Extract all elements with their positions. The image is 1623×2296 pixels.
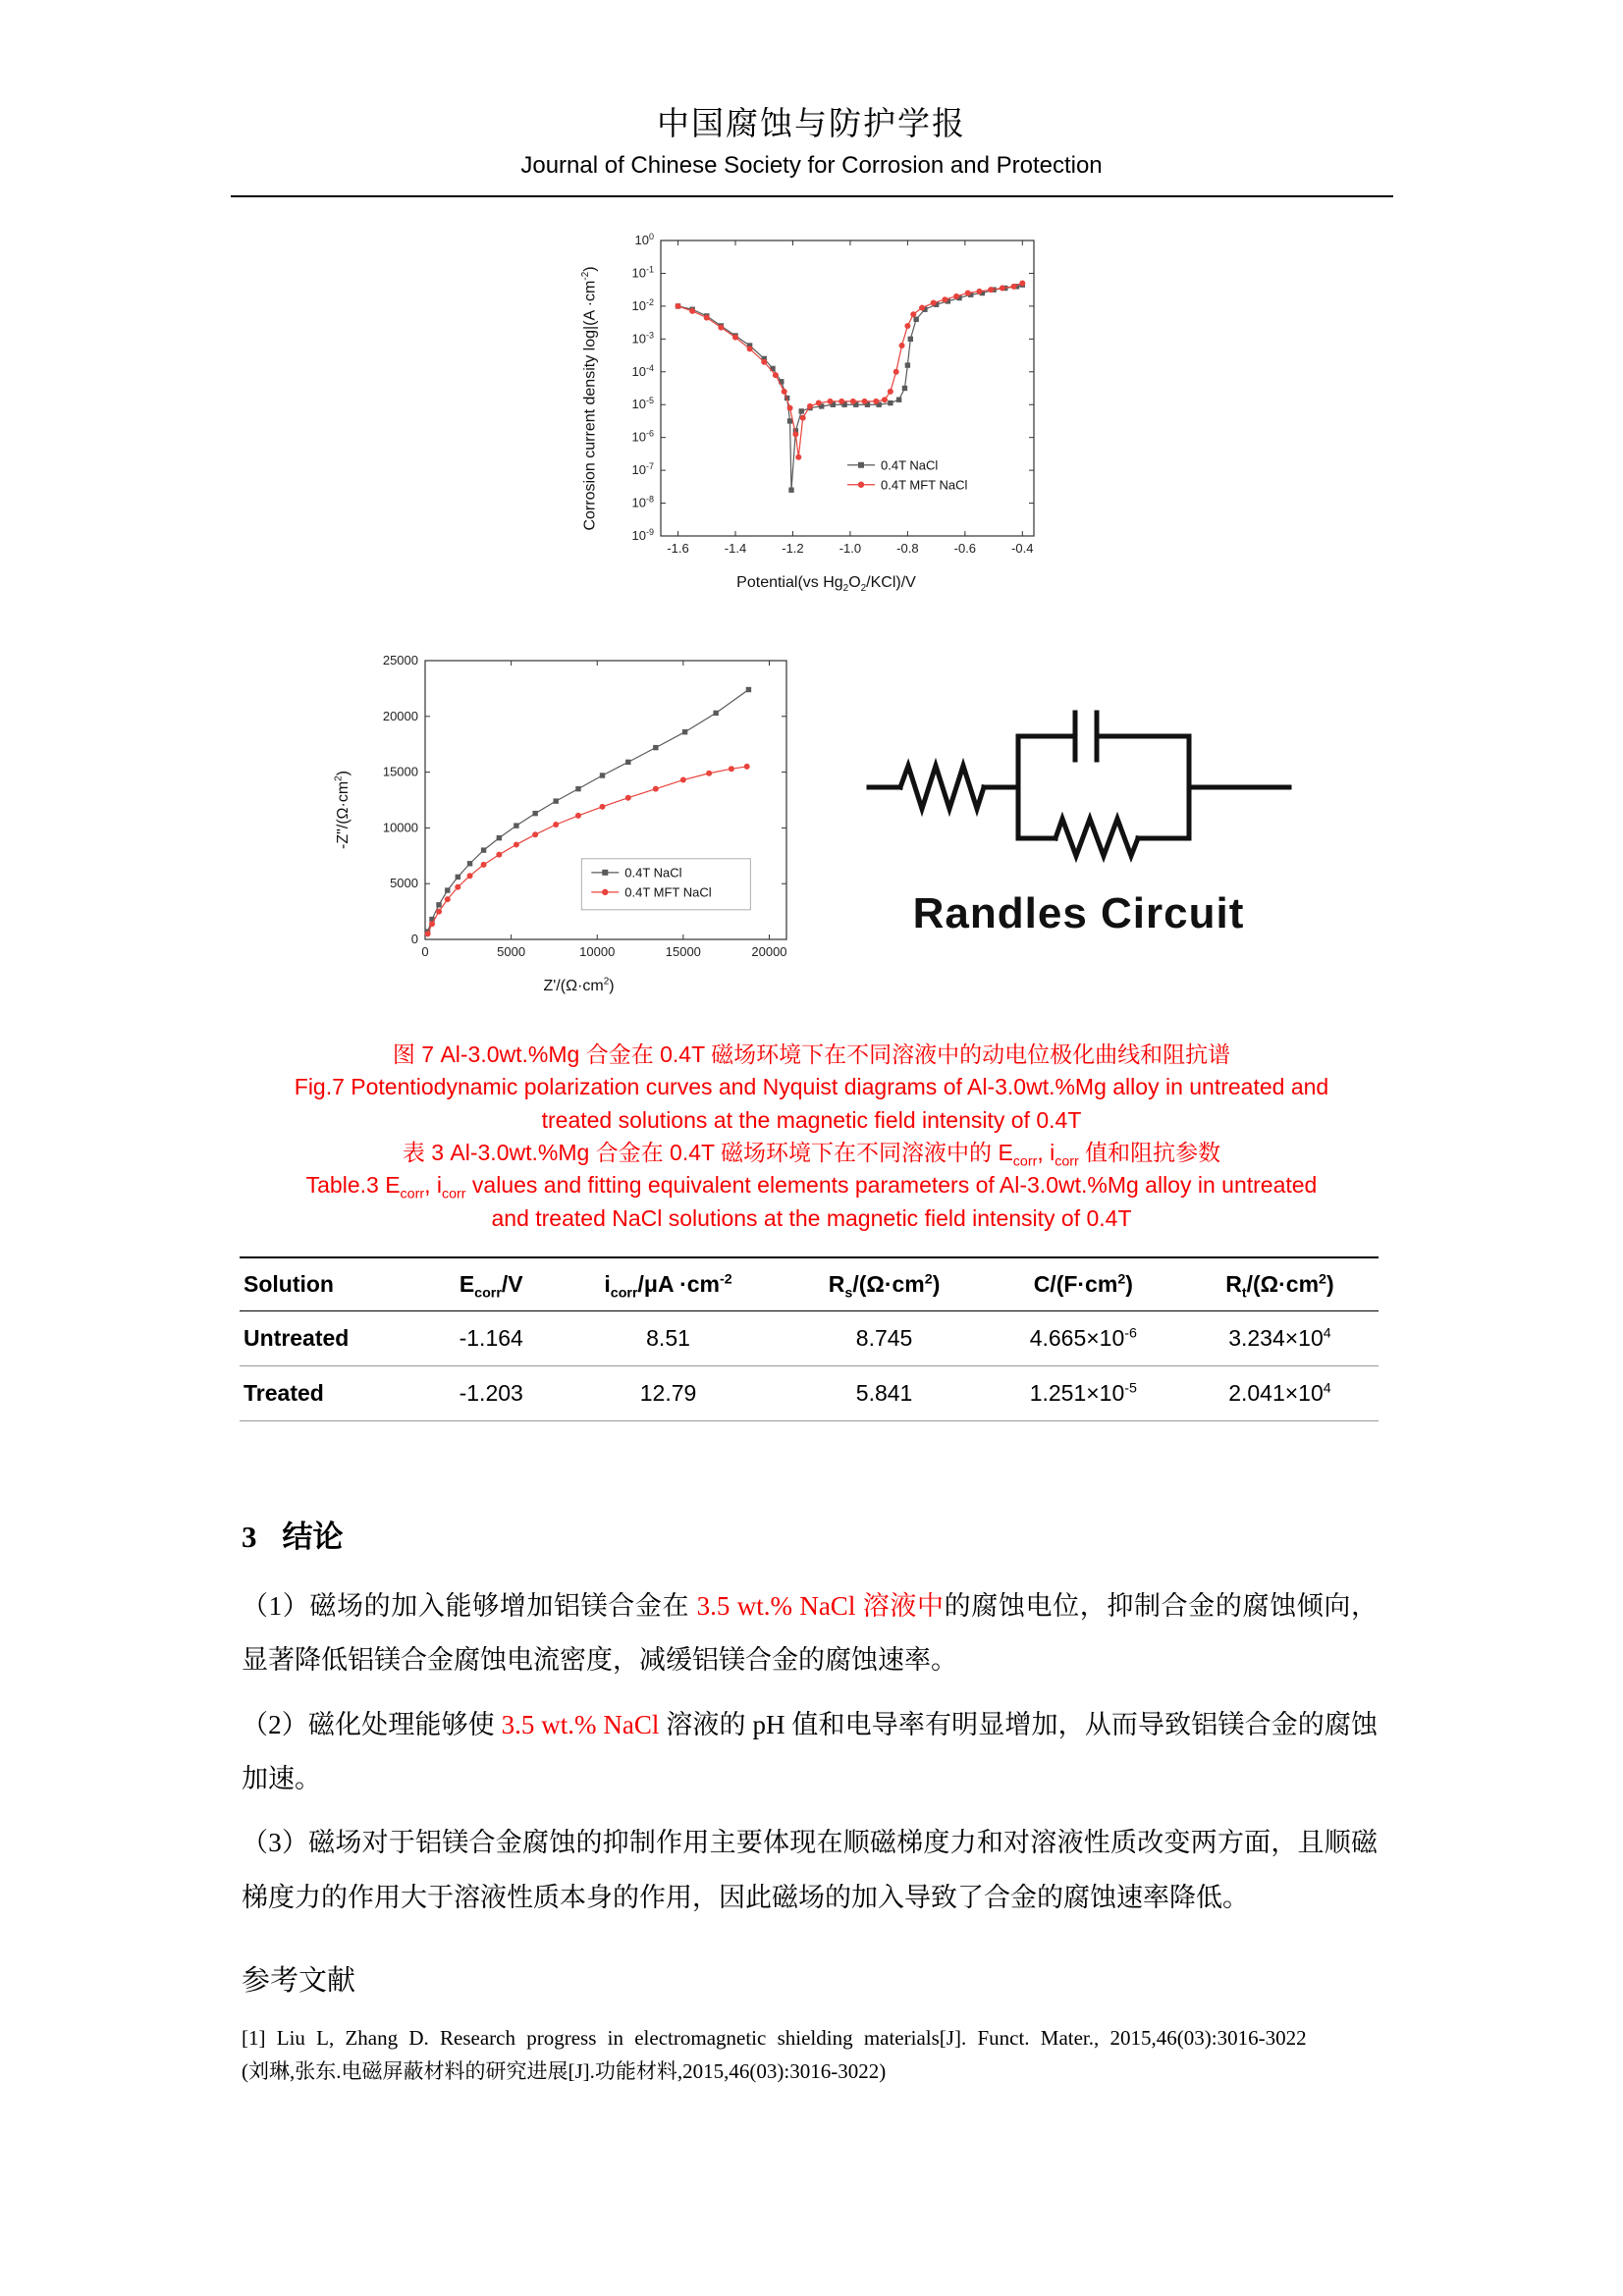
svg-text:100: $10^0$ <box>634 232 654 247</box>
col-header-solution: Solution <box>240 1257 429 1311</box>
header-rule <box>231 195 1393 197</box>
cell-solution: Untreated <box>240 1311 429 1366</box>
cell-ecorr: -1.203 <box>429 1366 554 1421</box>
svg-text:10-7: $10^{-7}$ <box>631 461 654 478</box>
svg-text:-1.0: -1.0 <box>839 541 861 556</box>
col-header-ecorr: $E_{corr}/V$ <box>429 1257 554 1311</box>
cell-icorr: 8.51 <box>554 1311 784 1366</box>
nyquist-xlabel: $Z'/(\Omega\cdot cm^2)$ <box>543 976 615 994</box>
reference-item-1: [1] Liu L, Zhang D. Research progress in electromagnetic shielding materials[J]. Funct. Mater., 2015,46(03):3016-3022 <box>242 2026 1307 2051</box>
table-caption-cn: 表 3 Al-3.0wt.%Mg 合金在 0.4T 磁场环境下在不同溶液中的 $E_{corr}$, $i_{corr}$ 值和阻抗参数 <box>402 1140 1221 1170</box>
polarization-ylabel <box>578 231 604 566</box>
cell-c: $4.665\times 10^{-6}$ <box>986 1311 1181 1366</box>
conclusion-paragraph-1: （1）磁场的加入能够增加铝镁合金在 3.5 wt.% NaCl 溶液中的腐蚀电位，抑制合金的腐蚀倾向，显著降低铝镁合金腐蚀电流密度，减缓铝镁合金的腐蚀速率。 <box>242 1591 1379 1676</box>
cell-c: $1.251\times 10^{-5}$ <box>986 1366 1181 1421</box>
conclusion-heading-number: 3 <box>242 1520 257 1555</box>
cell-rt: $2.041\times 10^4$ <box>1181 1366 1379 1421</box>
cell-rs: 5.841 <box>783 1366 985 1421</box>
svg-text:0: 0 <box>410 932 418 946</box>
journal-title-cn: 中国腐蚀与防护学报 <box>657 107 966 142</box>
polarization-figure-row <box>0 231 1623 595</box>
figure-captions <box>287 1039 1337 1235</box>
journal-header <box>0 0 1623 180</box>
figure-caption-cn: 图 7 Al-3.0wt.%Mg 合金在 0.4T 磁场环境下在不同溶液中的动电位极化曲线和阻抗谱 <box>392 1041 1231 1067</box>
svg-text:10-9: $10^{-9}$ <box>631 527 654 543</box>
cell-rt: $3.234\times 10^4$ <box>1181 1311 1379 1366</box>
nyquist-ylabel-text: $-Z"/(\Omega\cdot cm^2)$ <box>333 770 352 849</box>
table-row-treated <box>240 1366 1379 1421</box>
svg-text:-1.4: -1.4 <box>724 541 746 556</box>
col-header-rt: $R_t/(\Omega\cdot cm^2)$ <box>1181 1257 1379 1311</box>
svg-text:20000: 20000 <box>382 708 418 723</box>
svg-text:10000: 10000 <box>382 820 418 835</box>
nyquist-ylabel <box>331 649 356 970</box>
conclusion-paragraph-3: （3）磁场对于铝镁合金腐蚀的抑制作用主要体现在顺磁梯度力和对溶液性质改变两方面，且顺磁梯度力的作用大于溶液性质本身的作用，因此磁场的加入导致了合金的腐蚀速率降低。 <box>242 1828 1378 1912</box>
polarization-ylabel-text: Corrosion current density $\log|(A \cdot cm^{-2})$ <box>580 266 599 531</box>
svg-text:-0.4: -0.4 <box>1010 541 1034 556</box>
conclusion-heading-text: 结论 <box>282 1520 344 1555</box>
cell-rs: 8.745 <box>783 1311 985 1366</box>
conclusion-section <box>242 1512 1378 1925</box>
polarization-chart <box>576 231 1048 595</box>
randles-circuit-diagram <box>863 707 1295 869</box>
table-row-untreated <box>240 1311 1379 1366</box>
svg-text:25000: 25000 <box>382 653 418 667</box>
table-header-row <box>240 1257 1379 1311</box>
cell-icorr: 12.79 <box>554 1366 784 1421</box>
nyquist-randles-row <box>0 649 1623 995</box>
svg-text:10-8: $10^{-8}$ <box>631 494 654 510</box>
nyquist-plot <box>358 649 800 973</box>
parallel-resistor <box>1055 819 1138 856</box>
svg-text:0: 0 <box>420 944 429 959</box>
references-heading: 参考文献 <box>242 1965 356 1998</box>
svg-text:0.4T MFT NaCl: 0.4T MFT NaCl <box>623 884 712 900</box>
svg-text:10-1: $10^{-1}$ <box>631 264 654 281</box>
randles-circuit <box>863 707 1295 938</box>
polarization-xlabel: Potential(vs $Hg_2O_2/KCl)/V$ <box>736 574 916 595</box>
results-table <box>240 1256 1379 1421</box>
svg-text:10-2: $10^{-2}$ <box>631 296 654 313</box>
svg-text:-0.6: -0.6 <box>953 541 976 556</box>
svg-text:-1.6: -1.6 <box>666 541 689 556</box>
svg-text:5000: 5000 <box>496 944 525 959</box>
svg-text:20000: 20000 <box>750 944 787 959</box>
svg-text:0.4T MFT NaCl: 0.4T MFT NaCl <box>880 477 967 493</box>
figures-section <box>0 231 1623 995</box>
cell-ecorr: -1.164 <box>429 1311 554 1366</box>
conclusion-heading <box>242 1512 1378 1556</box>
svg-text:0.4T NaCl: 0.4T NaCl <box>880 457 938 473</box>
svg-text:10-6: $10^{-6}$ <box>631 428 654 445</box>
references-section <box>242 1958 1378 2088</box>
svg-text:5000: 5000 <box>389 876 418 891</box>
randles-circuit-label: Randles Circuit <box>912 888 1245 937</box>
nyquist-chart <box>329 649 800 995</box>
reference-item-1-cn: (刘琳,张东.电磁屏蔽材料的研究进展[J].功能材料,2015,46(03):3016-3022) <box>242 2058 887 2083</box>
polarization-plot <box>606 231 1048 569</box>
col-header-rs: $R_s/(\Omega\cdot cm^2)$ <box>783 1257 985 1311</box>
svg-text:10000: 10000 <box>578 944 615 959</box>
journal-title-en: Journal of Chinese Society for Corrosion and Protection <box>520 152 1103 179</box>
conclusion-paragraph-2: （2）磁化处理能够使 3.5 wt.% NaCl 溶液的 pH 值和电导率有明显增加，从而导致铝镁合金的腐蚀加速。 <box>242 1709 1379 1794</box>
svg-text:15000: 15000 <box>382 764 418 779</box>
svg-text:0.4T NaCl: 0.4T NaCl <box>623 865 682 881</box>
svg-text:10-3: $10^{-3}$ <box>631 330 654 347</box>
col-header-icorr: $i_{corr}/\mu A \cdot cm^{-2}$ <box>554 1257 784 1311</box>
table-caption-en: Table.3 $E_{corr}$, $i_{corr}$ values and fitting equivalent elements parameters of Al-3.0wt.%Mg alloy in untreated and treated NaCl solutions at the magnetic field intensity of 0.4T <box>305 1172 1318 1231</box>
svg-text:-1.2: -1.2 <box>781 541 804 556</box>
figure-caption-en: Fig.7 Potentiodynamic polarization curves and Nyquist diagrams of Al-3.0wt.%Mg alloy in untreated and treated solutions at the magnetic field intensity of 0.4T <box>294 1074 1329 1133</box>
svg-text:15000: 15000 <box>665 944 701 959</box>
svg-text:-0.8: -0.8 <box>895 541 919 556</box>
series-resistor <box>900 766 984 809</box>
svg-text:10-4: $10^{-4}$ <box>631 362 654 379</box>
cell-solution: Treated <box>240 1366 429 1421</box>
col-header-c: $C/(F\cdot cm^2)$ <box>986 1257 1181 1311</box>
svg-text:10-5: $10^{-5}$ <box>631 396 654 412</box>
